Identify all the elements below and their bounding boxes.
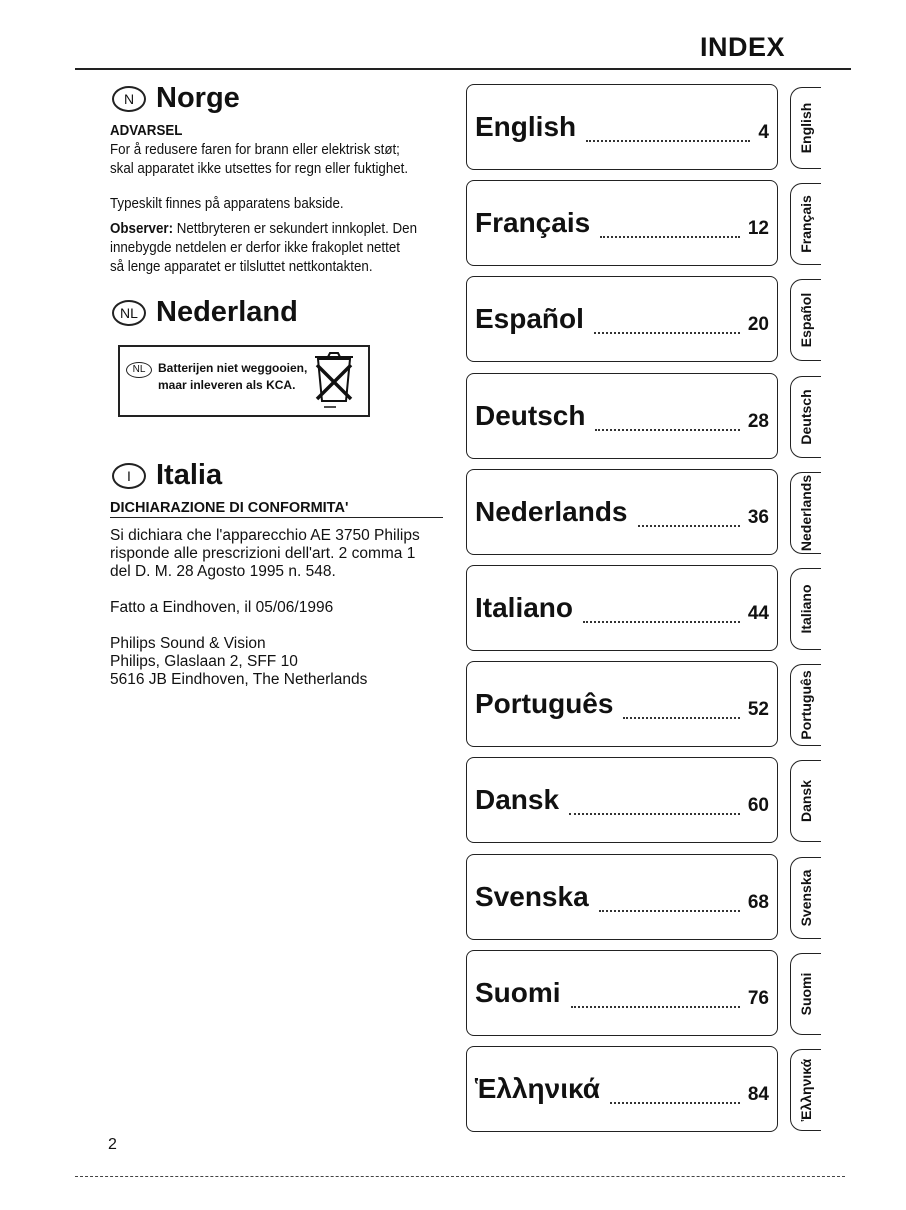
norge-warning-line: For å redusere faren for brann eller elektrisk støt; [110, 142, 400, 158]
index-entry-page: 76 [747, 988, 769, 1009]
index-entry-name: English [475, 111, 577, 142]
language-tab-label: Português [798, 670, 814, 740]
italia-place: Fatto a Eindhoven, il 05/06/1996 [110, 599, 334, 616]
index-entry-name: Suomi [475, 977, 561, 1008]
index-entry[interactable] [466, 180, 778, 266]
index-entry-name: Español [475, 303, 584, 334]
norge-observer-line: innebygde netdelen er derfor ikke frakoplet nettet [110, 240, 400, 256]
language-tab[interactable] [790, 376, 821, 458]
norge-warning-line: skal apparatet ikke utsettes for regn eller fuktighet. [110, 161, 409, 177]
italia-line: del D. M. 28 Agosto 1995 n. 548. [110, 563, 336, 580]
language-tab-label: Italiano [798, 584, 814, 634]
italia-line: Si dichiara che l'apparecchio AE 3750 Philips [110, 527, 420, 544]
index-entry-leader [610, 1102, 740, 1104]
language-tab-label: English [798, 102, 814, 154]
index-entry-name: Deutsch [475, 400, 586, 431]
index-entry[interactable] [466, 84, 778, 170]
index-entry-page: 20 [747, 314, 769, 335]
index-entry-name: Nederlands [475, 496, 628, 527]
language-tab-label: Deutsch [798, 389, 814, 445]
index-entry-page: 12 [747, 218, 769, 239]
language-tab[interactable] [790, 568, 821, 650]
index-entry-leader [571, 1006, 740, 1008]
language-tab[interactable] [790, 183, 821, 265]
index-entry-page: 60 [747, 795, 769, 816]
index-entry[interactable] [466, 565, 778, 651]
norge-badge: N [112, 86, 146, 112]
page-number: 2 [108, 1136, 117, 1153]
language-tab[interactable] [790, 664, 821, 746]
italia-address: Philips, Glaslaan 2, SFF 10 [110, 653, 298, 670]
index-entry-leader [638, 525, 740, 527]
italia-text [110, 527, 450, 689]
language-tab[interactable] [790, 279, 821, 361]
norge-typeskilt: Typeskilt finnes på apparatens bakside. [110, 196, 344, 212]
index-entry[interactable] [466, 373, 778, 459]
index-entry[interactable] [466, 950, 778, 1036]
norge-heading [112, 82, 240, 115]
index-entry-name: Français [475, 207, 591, 238]
language-tab-label: Dansk [798, 779, 814, 823]
index-entry-page: 84 [747, 1084, 769, 1105]
index-entry-page: 68 [747, 892, 769, 913]
norge-observer-line: Nettbryteren er sekundert innkoplet. Den [173, 221, 417, 237]
language-tab[interactable] [790, 472, 821, 554]
index-entry-page: 36 [747, 507, 769, 528]
language-tab-label: Español [798, 292, 814, 348]
index-entry-leader [623, 717, 740, 719]
top-rule [75, 68, 851, 70]
norge-warning-title: ADVARSEL [110, 123, 183, 139]
index-entry[interactable] [466, 469, 778, 555]
norge-title: Norge [156, 82, 240, 114]
language-tab-label: Français [798, 195, 814, 253]
language-tab-label: Svenska [798, 869, 814, 927]
index-entry-name: Svenska [475, 881, 589, 912]
index-entry-leader [586, 140, 750, 142]
index-entry[interactable] [466, 276, 778, 362]
language-tab-label: Ἑλληνικά [798, 1058, 814, 1122]
battery-notice [126, 361, 307, 393]
language-tab[interactable] [790, 87, 821, 169]
index-entry-name: Ἑλληνικά [475, 1073, 600, 1104]
index-entry-leader [569, 813, 740, 815]
crossed-bin-icon [312, 349, 356, 411]
index-entry[interactable] [466, 661, 778, 747]
battery-notice-badge: NL [126, 362, 152, 378]
index-entry-page: 4 [758, 122, 769, 143]
battery-notice-line: Batterijen niet weggooien, [158, 361, 308, 375]
index-entry-page: 28 [747, 411, 769, 432]
language-tab[interactable] [790, 953, 821, 1035]
bottom-rule [75, 1176, 845, 1177]
language-tab[interactable] [790, 857, 821, 939]
battery-notice-box [118, 345, 370, 417]
italia-badge: I [112, 463, 146, 489]
index-entry-leader [583, 621, 740, 623]
nederland-title: Nederland [156, 296, 298, 328]
index-entry[interactable] [466, 757, 778, 843]
index-entry-name: Português [475, 688, 614, 719]
norge-observer-label: Observer: [110, 221, 174, 237]
italia-declaration-heading: DICHIARAZIONE DI CONFORMITA' [110, 500, 443, 518]
nederland-heading [112, 296, 298, 329]
language-tab[interactable] [790, 1049, 821, 1131]
battery-notice-line: maar inleveren als KCA. [158, 377, 296, 392]
index-entry-name: Dansk [475, 784, 560, 815]
index-title: INDEX [700, 32, 786, 62]
norge-observer-line: så lenge apparatet er tilsluttet nettkontakten. [110, 259, 373, 275]
index-entry-leader [595, 429, 740, 431]
index-entry[interactable] [466, 1046, 778, 1132]
italia-heading [112, 459, 222, 492]
italia-line: risponde alle prescrizioni dell'art. 2 comma 1 [110, 545, 416, 562]
index-entry-leader [600, 236, 740, 238]
italia-title: Italia [156, 459, 223, 491]
index-entry[interactable] [466, 854, 778, 940]
language-tab-label: Suomi [798, 972, 814, 1016]
language-tab-label: Nederlands [798, 474, 814, 552]
index-entry-leader [594, 332, 740, 334]
index-entry-name: Italiano [475, 592, 574, 623]
norge-text [110, 122, 450, 277]
italia-address: Philips Sound & Vision [110, 635, 266, 652]
index-entry-page: 44 [747, 603, 769, 624]
index-entry-leader [599, 910, 740, 912]
language-tab[interactable] [790, 760, 821, 842]
italia-address: 5616 JB Eindhoven, The Netherlands [110, 671, 368, 688]
index-entry-page: 52 [747, 699, 769, 720]
nederland-badge: NL [112, 300, 146, 326]
